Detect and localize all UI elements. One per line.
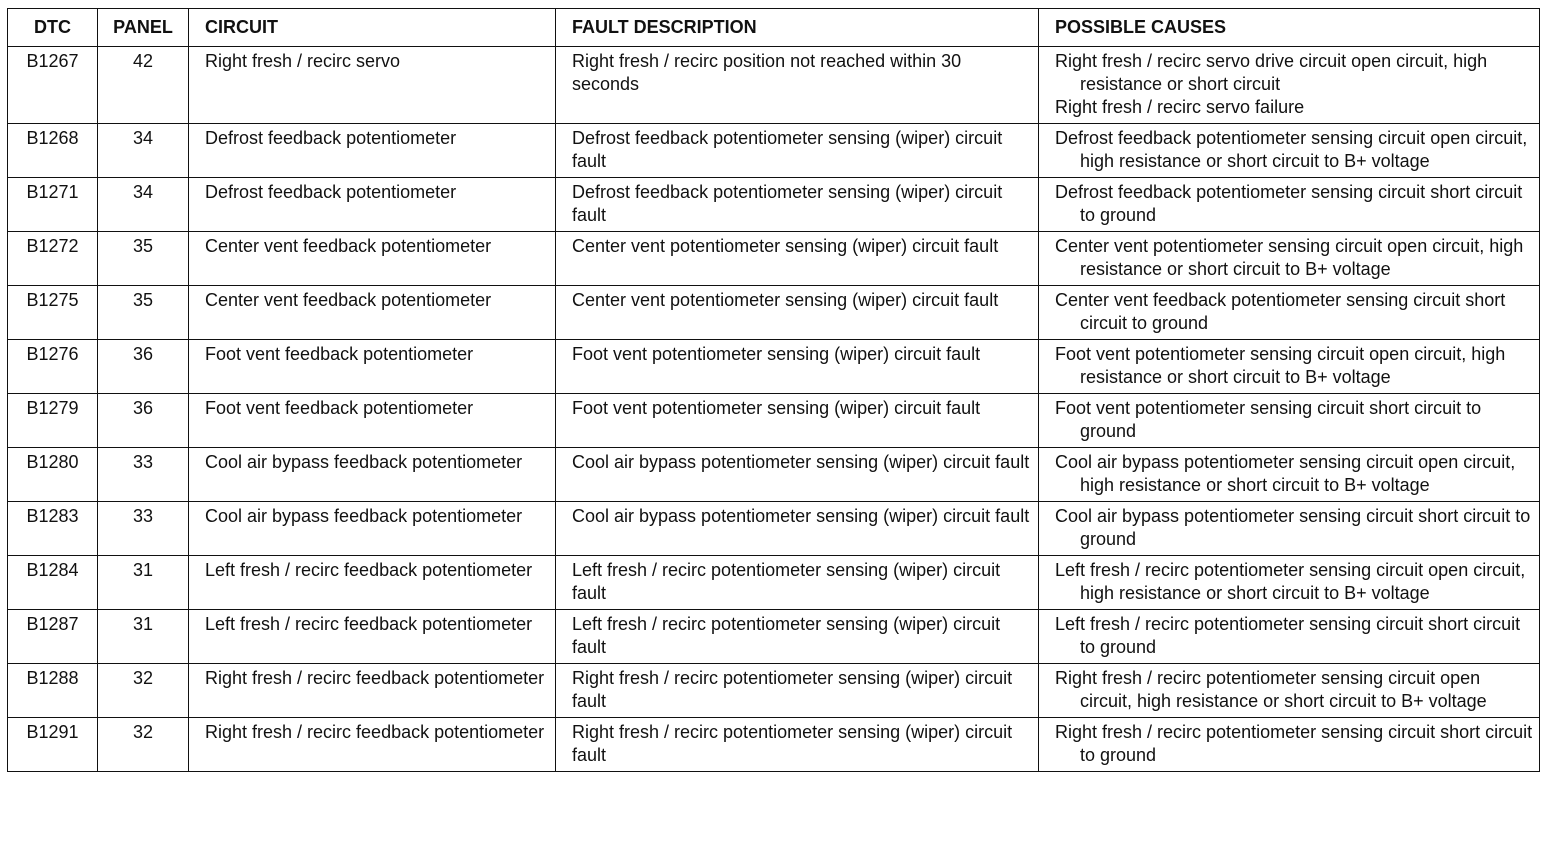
possible-causes-cell	[1039, 340, 1540, 394]
panel-number: 31	[98, 610, 189, 664]
panel-number: 36	[98, 340, 189, 394]
circuit-text: Defrost feedback potentiometer	[205, 128, 457, 148]
dtc-code: B1280	[8, 448, 98, 502]
possible-cause: Right fresh / recirc servo failure	[1055, 97, 1305, 117]
panel-number: 35	[98, 286, 189, 340]
dtc-code: B1268	[8, 124, 98, 178]
possible-causes-cell	[1039, 664, 1540, 718]
circuit-text: Right fresh / recirc feedback potentiometer	[205, 668, 545, 688]
table-row	[8, 502, 1540, 556]
panel-number: 35	[98, 232, 189, 286]
possible-causes-cell	[1039, 178, 1540, 232]
fault-cell	[556, 610, 1039, 664]
fault-description-text: Foot vent potentiometer sensing (wiper) circuit fault	[572, 398, 981, 418]
circuit-cell	[189, 286, 556, 340]
panel-number: 32	[98, 718, 189, 772]
circuit-text: Right fresh / recirc feedback potentiometer	[205, 722, 545, 742]
header-possible-causes: POSSIBLE CAUSES	[1039, 9, 1540, 47]
circuit-cell	[189, 610, 556, 664]
dtc-code: B1291	[8, 718, 98, 772]
possible-causes-cell	[1039, 286, 1540, 340]
fault-cell	[556, 448, 1039, 502]
dtc-code: B1288	[8, 664, 98, 718]
fault-cell	[556, 232, 1039, 286]
header-panel: PANEL	[98, 9, 189, 47]
table-body	[8, 47, 1540, 772]
panel-number: 42	[98, 47, 189, 124]
circuit-text: Center vent feedback potentiometer	[205, 290, 492, 310]
header-fault-description: FAULT DESCRIPTION	[556, 9, 1039, 47]
fault-cell	[556, 556, 1039, 610]
circuit-text: Left fresh / recirc feedback potentiometer	[205, 614, 533, 634]
panel-number: 36	[98, 394, 189, 448]
dtc-code: B1276	[8, 340, 98, 394]
fault-cell	[556, 124, 1039, 178]
fault-description-text: Foot vent potentiometer sensing (wiper) circuit fault	[572, 344, 981, 364]
possible-cause: Defrost feedback potentiometer sensing circuit short circuit to ground	[1055, 182, 1523, 225]
table-row	[8, 448, 1540, 502]
circuit-cell	[189, 502, 556, 556]
circuit-cell	[189, 664, 556, 718]
circuit-text: Right fresh / recirc servo	[205, 51, 401, 71]
possible-causes-cell	[1039, 718, 1540, 772]
header-dtc: DTC	[8, 9, 98, 47]
fault-cell	[556, 718, 1039, 772]
circuit-cell	[189, 448, 556, 502]
header-circuit: CIRCUIT	[189, 9, 556, 47]
dtc-code: B1267	[8, 47, 98, 124]
panel-number: 31	[98, 556, 189, 610]
header-row	[8, 9, 1540, 47]
circuit-text: Left fresh / recirc feedback potentiometer	[205, 560, 533, 580]
circuit-text: Cool air bypass feedback potentiometer	[205, 452, 523, 472]
dtc-code: B1275	[8, 286, 98, 340]
fault-cell	[556, 286, 1039, 340]
circuit-cell	[189, 718, 556, 772]
table-row	[8, 664, 1540, 718]
possible-cause: Right fresh / recirc potentiometer sensing circuit open circuit, high resistance or short circuit to B+ voltage	[1055, 668, 1487, 711]
circuit-cell	[189, 556, 556, 610]
panel-number: 33	[98, 448, 189, 502]
circuit-cell	[189, 124, 556, 178]
table-row	[8, 340, 1540, 394]
table-row	[8, 286, 1540, 340]
possible-causes-cell	[1039, 232, 1540, 286]
panel-number: 32	[98, 664, 189, 718]
possible-cause: Left fresh / recirc potentiometer sensing circuit short circuit to ground	[1055, 614, 1521, 657]
fault-description-text: Right fresh / recirc potentiometer sensing (wiper) circuit fault	[572, 668, 1013, 711]
fault-description-text: Left fresh / recirc potentiometer sensing (wiper) circuit fault	[572, 614, 1001, 657]
fault-cell	[556, 502, 1039, 556]
table-header	[8, 9, 1540, 47]
circuit-text: Foot vent feedback potentiometer	[205, 398, 474, 418]
possible-cause: Cool air bypass potentiometer sensing circuit open circuit, high resistance or short circuit to B+ voltage	[1055, 452, 1516, 495]
fault-description-text: Left fresh / recirc potentiometer sensing (wiper) circuit fault	[572, 560, 1001, 603]
table-row	[8, 47, 1540, 124]
table-row	[8, 610, 1540, 664]
fault-description-text: Right fresh / recirc potentiometer sensing (wiper) circuit fault	[572, 722, 1013, 765]
table-row	[8, 718, 1540, 772]
possible-cause: Center vent feedback potentiometer sensing circuit short circuit to ground	[1055, 290, 1506, 333]
possible-cause: Right fresh / recirc potentiometer sensing circuit short circuit to ground	[1055, 722, 1533, 765]
possible-cause: Defrost feedback potentiometer sensing circuit open circuit, high resistance or short circuit to B+ voltage	[1055, 128, 1528, 171]
possible-causes-cell	[1039, 556, 1540, 610]
panel-number: 34	[98, 124, 189, 178]
fault-cell	[556, 664, 1039, 718]
fault-description-text: Defrost feedback potentiometer sensing (wiper) circuit fault	[572, 182, 1003, 225]
circuit-text: Center vent feedback potentiometer	[205, 236, 492, 256]
table-row	[8, 178, 1540, 232]
dtc-code: B1283	[8, 502, 98, 556]
fault-cell	[556, 340, 1039, 394]
possible-cause: Right fresh / recirc servo drive circuit open circuit, high resistance or short circuit	[1055, 51, 1488, 94]
circuit-cell	[189, 232, 556, 286]
dtc-code: B1284	[8, 556, 98, 610]
dtc-table	[7, 8, 1540, 772]
dtc-code: B1287	[8, 610, 98, 664]
possible-cause: Left fresh / recirc potentiometer sensing circuit open circuit, high resistance or short circuit to B+ voltage	[1055, 560, 1526, 603]
possible-causes-cell	[1039, 124, 1540, 178]
dtc-code: B1279	[8, 394, 98, 448]
fault-description-text: Cool air bypass potentiometer sensing (wiper) circuit fault	[572, 506, 1030, 526]
possible-cause: Foot vent potentiometer sensing circuit open circuit, high resistance or short circuit to B+ voltage	[1055, 344, 1506, 387]
dtc-code: B1272	[8, 232, 98, 286]
possible-causes-cell	[1039, 502, 1540, 556]
table-row	[8, 394, 1540, 448]
fault-description-text: Cool air bypass potentiometer sensing (wiper) circuit fault	[572, 452, 1030, 472]
fault-description-text: Center vent potentiometer sensing (wiper) circuit fault	[572, 290, 999, 310]
fault-cell	[556, 178, 1039, 232]
fault-cell	[556, 47, 1039, 124]
circuit-cell	[189, 340, 556, 394]
fault-description-text: Right fresh / recirc position not reached within 30 seconds	[572, 51, 962, 94]
circuit-cell	[189, 47, 556, 124]
possible-causes-cell	[1039, 448, 1540, 502]
circuit-cell	[189, 394, 556, 448]
circuit-text: Cool air bypass feedback potentiometer	[205, 506, 523, 526]
possible-causes-cell	[1039, 610, 1540, 664]
possible-causes-cell	[1039, 47, 1540, 124]
fault-description-text: Center vent potentiometer sensing (wiper) circuit fault	[572, 236, 999, 256]
table-row	[8, 556, 1540, 610]
panel-number: 34	[98, 178, 189, 232]
fault-description-text: Defrost feedback potentiometer sensing (wiper) circuit fault	[572, 128, 1003, 171]
possible-cause: Cool air bypass potentiometer sensing circuit short circuit to ground	[1055, 506, 1531, 549]
circuit-text: Foot vent feedback potentiometer	[205, 344, 474, 364]
circuit-text: Defrost feedback potentiometer	[205, 182, 457, 202]
circuit-cell	[189, 178, 556, 232]
table-row	[8, 124, 1540, 178]
fault-cell	[556, 394, 1039, 448]
possible-cause: Center vent potentiometer sensing circuit open circuit, high resistance or short circuit to B+ voltage	[1055, 236, 1524, 279]
possible-causes-cell	[1039, 394, 1540, 448]
panel-number: 33	[98, 502, 189, 556]
table-row	[8, 232, 1540, 286]
dtc-code: B1271	[8, 178, 98, 232]
possible-cause: Foot vent potentiometer sensing circuit short circuit to ground	[1055, 398, 1482, 441]
